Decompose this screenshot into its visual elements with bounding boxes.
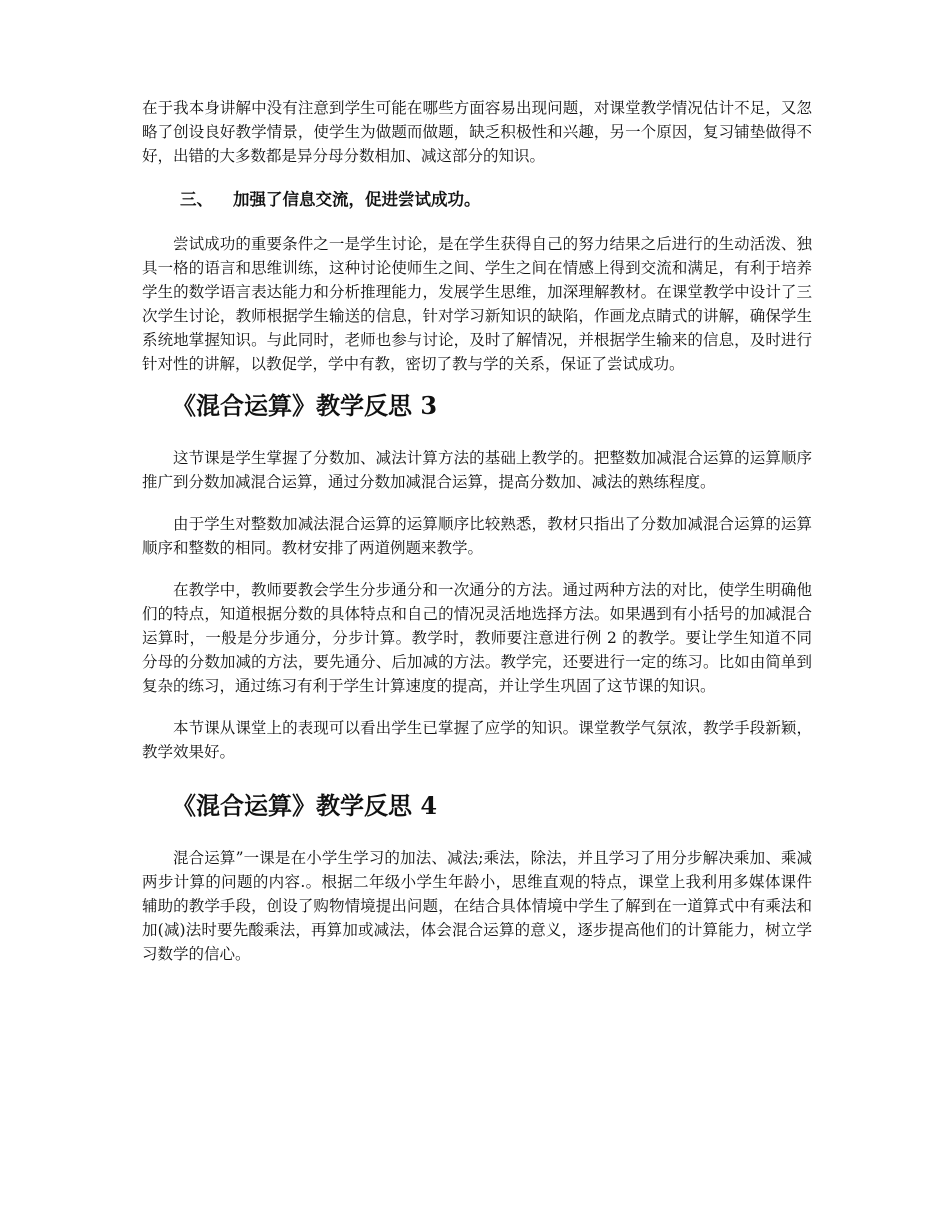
article-3-paragraph-3: 在教学中，教师要教会学生分步通分和一次通分的方法。通过两种方法的对比，使学生明确他们的特点，知道根据分数的具体特点和自己的情况灵活地选择方法。如果遇到有小括号的加减混合运算时，一般是分步通分，分步计算。教学时，教师要注意进行例 2 的教学。要让学生知道不同分母的分数加减的方法，要先通分、后加减的方法。教学完，还要进行一定的练习。比如由简单到复杂的练习，通过练习有利于学生计算速度的提高，并让学生巩固了这节课的知识。 xyxy=(142,581,812,695)
article-title-4: 《混合运算》教学反思 4 xyxy=(172,791,438,820)
article-title-3: 《混合运算》教学反思 3 xyxy=(172,391,438,420)
section-title: 加强了信息交流，促进尝试成功。 xyxy=(233,190,481,209)
article-3-paragraph-4: 本节课从课堂上的表现可以看出学生已掌握了应学的知识。课堂教学气氛浓，教学手段新颖，教学效果好。 xyxy=(142,719,812,761)
section-number: 三、 xyxy=(180,190,213,209)
document-page xyxy=(142,96,812,966)
article-3-paragraph-2: 由于学生对整数加减法混合运算的运算顺序比较熟悉，教材只指出了分数加减混合运算的运算顺序和整数的相同。教材安排了两道例题来教学。 xyxy=(142,515,812,557)
section-heading-3 xyxy=(180,188,812,212)
paragraph-continuation: 在于我本身讲解中没有注意到学生可能在哪些方面容易出现问题，对课堂教学情况估计不足，又忽略了创设良好教学情景，使学生为做题而做题，缺乏积极性和兴趣，另一个原因，复习铺垫做得不好，出错的大多数都是异分母分数相加、减这部分的知识。 xyxy=(142,99,812,165)
article-4-paragraph-1: 混合运算”一课是在小学生学习的加法、减法;乘法，除法，并且学习了用分步解决乘加、乘减两步计算的问题的内容.。根据二年级小学生年龄小，思维直观的特点，课堂上我利用多媒体课件辅助的教学手段，创设了购物情境提出问题，在结合具体情境中学生了解到在一道算式中有乘法和加(减)法时要先酸乘法，再算加或减法，体会混合运算的意义，逐步提高他们的计算能力，树立学习数学的信心。 xyxy=(142,849,812,963)
section-3-body: 尝试成功的重要条件之一是学生讨论，是在学生获得自己的努力结果之后进行的生动活泼、独具一格的语言和思维训练，这种讨论使师生之间、学生之间在情感上得到交流和满足，有利于培养学生的数学语言表达能力和分析推理能力，发展学生思维，加深理解教材。在课堂教学中设计了三次学生讨论，教师根据学生输送的信息，针对学习新知识的缺陷，作画龙点睛式的讲解，确保学生系统地掌握知识。与此同时，老师也参与讨论，及时了解情况，并根据学生输来的信息，及时进行针对性的讲解，以教促学，学中有教，密切了教与学的关系，保证了尝试成功。 xyxy=(142,235,812,373)
article-3-paragraph-1: 这节课是学生掌握了分数加、减法计算方法的基础上教学的。把整数加减混合运算的运算顺序推广到分数加减混合运算，通过分数加减混合运算，提高分数加、减法的熟练程度。 xyxy=(142,449,812,491)
